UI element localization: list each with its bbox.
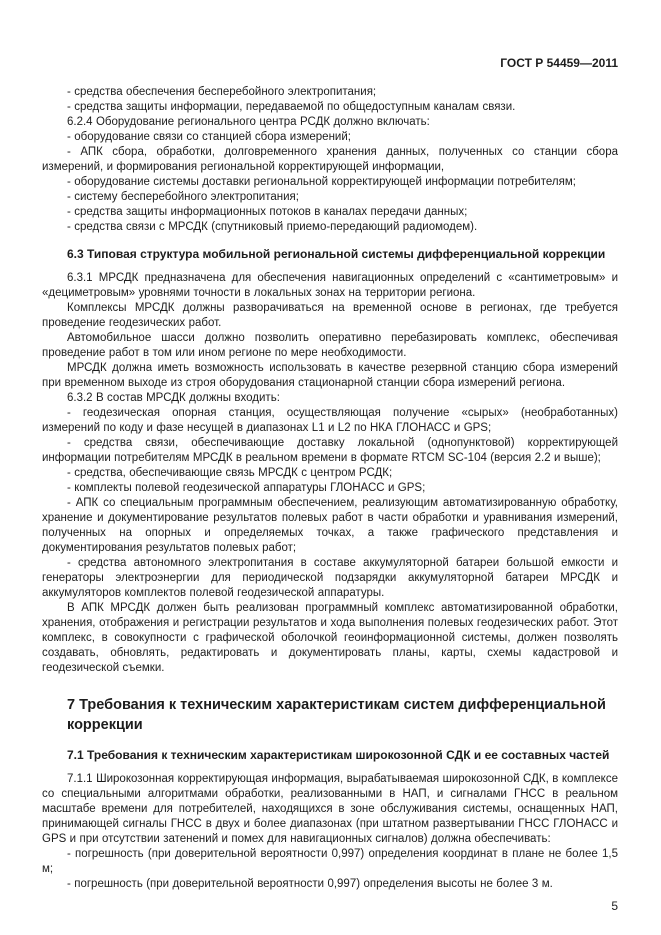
list-item: - средства связи с МРСДК (спутниковый приемо-передающий радиомодем). bbox=[67, 221, 478, 233]
list-item: - погрешность (при доверительной вероятности 0,997) определения высоты не более 3 м. bbox=[67, 878, 553, 890]
list-item: - комплекты полевой геодезической аппаратуры ГЛОНАСС и GPS; bbox=[67, 482, 426, 494]
paragraph: В АПК МРСДК должен быть реализован программный комплекс автоматизированной обработки, хранения, отображения и регистрации результатов и хода выполнения полевых геодезических работ. Этот комплекс, в совокупности с графической оболочкой геоинформационной системы, должен позволять создавать, обновлять, редактировать и документировать планы, карты, схемы кадастровой и геодезической съемки. bbox=[42, 602, 618, 674]
list-item: - средства защиты информационных потоков в каналах передачи данных; bbox=[67, 206, 468, 218]
list-item: - АПК сбора, обработки, долговременного хранения данных, полученных со станции сбора измерений, и формирования региональной корректирующей информации, bbox=[42, 146, 618, 173]
list-item: - оборудование связи со станцией сбора измерений; bbox=[67, 131, 351, 143]
list-item: - средства обеспечения бесперебойного электропитания; bbox=[67, 86, 377, 98]
paragraph: Комплексы МРСДК должны разворачиваться на временной основе в регионах, где требуется проведение геодезических работ. bbox=[42, 302, 618, 329]
section-heading-7: 7 Требования к техническим характеристикам систем дифференциальной коррекции bbox=[67, 697, 606, 733]
paragraph: МРСДК должна иметь возможность использовать в качестве резервной станцию сбора измерений при временном выходе из строя оборудования стационарной станции сбора измерений региона. bbox=[42, 362, 618, 389]
page-number: 5 bbox=[611, 899, 618, 913]
list-item: - АПК со специальным программным обеспечением, реализующим автоматизированную обработку, хранение и документирование результатов полевых работ в части обработки и уравнивания измерений, полученных на опорных и определяемых точках, а также графического представления и документирования результатов полевых работ; bbox=[42, 497, 618, 554]
list-item: - средства защиты информации, передаваемой по общедоступным каналам связи. bbox=[67, 101, 516, 113]
paragraph-6-3-1: 6.3.1 МРСДК предназначена для обеспечения навигационных определений с «сантиметровым» и «дециметровым» уровнями точности в локальных зонах на территории региона. bbox=[42, 272, 618, 299]
list-item: - средства связи, обеспечивающие доставку локальной (однопунктовой) корректирующей информации потребителям МРСДК в реальном времени в формате RTCM SC-104 (версия 2.2 и выше); bbox=[42, 437, 618, 464]
list-item: - геодезическая опорная станция, осуществляющая получение «сырых» (необработанных) измерений по коду и фазе несущей в диапазонах L1 и L2 по НКА ГЛОНАСС и GPS; bbox=[42, 407, 618, 434]
list-item: - погрешность (при доверительной вероятности 0,997) определения координат в плане не более 1,5 м; bbox=[42, 848, 618, 875]
paragraph-6-3-2: 6.3.2 В состав МРСДК должны входить: bbox=[67, 392, 280, 404]
list-item: - систему бесперебойного электропитания; bbox=[67, 191, 299, 203]
section-heading-7-1: 7.1 Требования к техническим характеристикам широкозонной СДК и ее составных частей bbox=[67, 748, 610, 762]
paragraph-7-1-1: 7.1.1 Широкозонная корректирующая информация, вырабатываемая широкозонной СДК, в комплексе со специальными алгоритмами обработки, реализованными в НАП, и сигналами ГНСС в реальном масштабе времени для потребителей, находящихся в зоне обслуживания системы, оснащенных НАП, принимающей сигналы ГНСС в двух и более диапазонах (при штатном развертывании ГНСС ГЛОНАСС и GPS и при отсутствии затенений и помех для навигационных сигналов) должна обеспечивать: bbox=[42, 773, 618, 845]
document-header-standard-number: ГОСТ Р 54459—2011 bbox=[500, 56, 618, 70]
list-item: - средства, обеспечивающие связь МРСДК с центром РСДК; bbox=[67, 467, 393, 479]
paragraph: Автомобильное шасси должно позволить оперативно перебазировать комплекс, обеспечивая проведение работ в том или ином регионе по мере необходимости. bbox=[42, 332, 618, 359]
list-item: - оборудование системы доставки региональной корректирующей информации потребителям; bbox=[67, 176, 576, 188]
list-item: - средства автономного электропитания в составе аккумуляторной батареи большой емкости и генераторы электроэнергии для периодической подзарядки аккумуляторной батареи МРСДК и аккумуляторов комплектов полевой геодезической аппаратуры. bbox=[42, 557, 618, 599]
paragraph-6-2-4: 6.2.4 Оборудование регионального центра РСДК должно включать: bbox=[67, 116, 430, 128]
section-heading-6-3: 6.3 Типовая структура мобильной региональной системы дифференциальной коррекции bbox=[67, 247, 606, 261]
